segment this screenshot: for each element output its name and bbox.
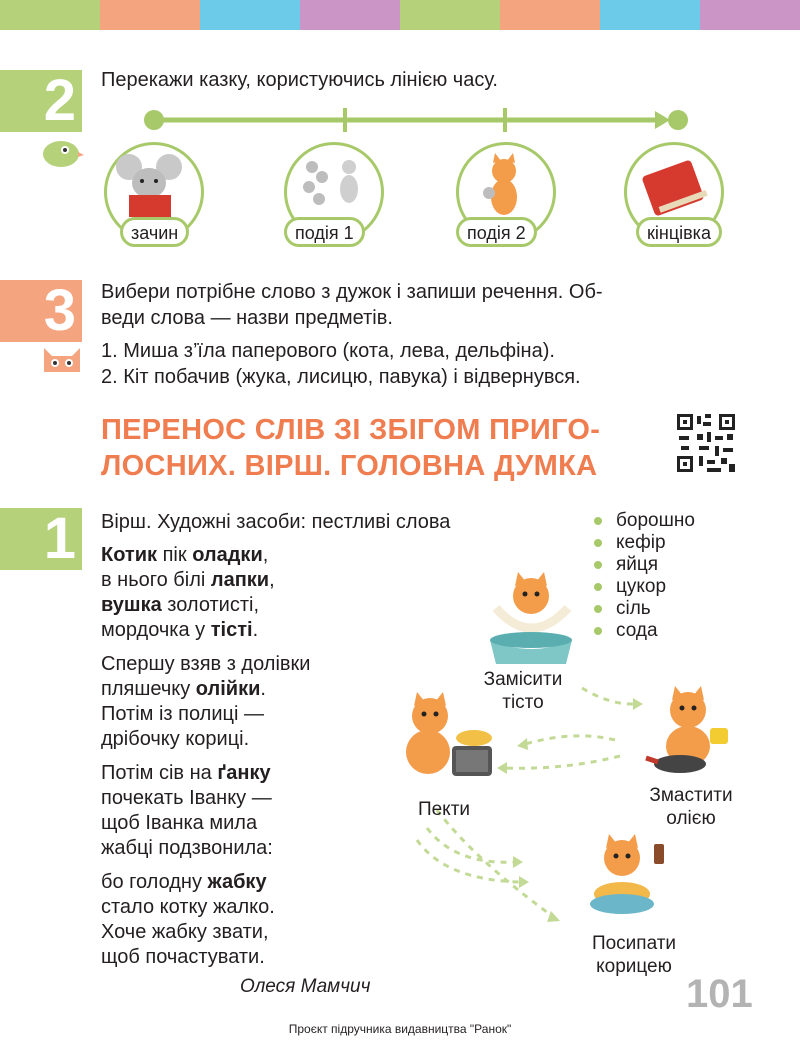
poem-stanza-1: Котик пік оладки, в нього білі лапки, вушка золотисті, мордочка у тісті. <box>101 544 275 641</box>
task3-instruction-line2: веди слова — назви предметів. <box>101 307 393 329</box>
step-sprinkle-cinnamon: Посипати корицею <box>591 933 677 977</box>
ingredients-list <box>590 510 695 642</box>
qr-code-icon[interactable] <box>675 412 737 474</box>
footer-text: Проєкт підручника видавництва "Ранок" <box>288 1022 512 1036</box>
task1-intro: Вірш. Художні засоби: пестливі слова <box>101 511 451 533</box>
step-knead-dough: Замісити тісто <box>483 669 563 713</box>
ingredient-item: борошно <box>590 510 695 532</box>
cat-kneading-dough-icon <box>476 568 586 668</box>
poem-author: Олеся Мамчич <box>240 976 371 997</box>
timeline-label-2: подія 1 <box>284 217 365 247</box>
task-number-2: 2 <box>0 70 82 132</box>
step-grease-oil: Змастити олією <box>649 785 733 829</box>
top-color-strip <box>0 0 800 30</box>
poem-stanza-3: Потім сів на ґанку почекать Іванку — щоб Іванка мила жабці подзвонила: <box>101 762 273 859</box>
ingredient-item: цукор <box>590 576 695 598</box>
task3-item-1: 1. Миша з’їла паперового (кота, лева, дельфіна). <box>101 340 555 362</box>
cat-face-icon <box>40 346 84 374</box>
timeline-label-4: кінцівка <box>636 217 722 247</box>
task-number-1: 1 <box>0 508 82 570</box>
ingredient-item: яйця <box>590 554 695 576</box>
ingredient-item: сіль <box>590 598 695 620</box>
page-number: 101 <box>686 972 753 1016</box>
task3-item-2: 2. Кіт побачив (жука, лисицю, павука) і відвернувся. <box>101 366 581 388</box>
task-number-3: 3 <box>0 280 82 342</box>
section-heading-line1: ПЕРЕНОС СЛІВ ЗІ ЗБІГОМ ПРИГО- <box>101 414 601 446</box>
section-heading-line2: ЛОСНИХ. ВІРШ. ГОЛОВНА ДУМКА <box>101 450 598 482</box>
poem-stanza-4: бо голодну жабку стало котку жалко. Хоче жабку звати, щоб почастувати. <box>101 871 275 968</box>
timeline-label-1: зачин <box>120 217 189 247</box>
poem <box>101 543 391 979</box>
bird-icon <box>38 136 84 168</box>
step-bake: Пекти <box>417 799 471 820</box>
poem-stanza-2: Спершу взяв з долівки пляшечку олійки. Потім із полиці — дрібочку кориці. <box>101 653 311 750</box>
ingredient-item: кефір <box>590 532 695 554</box>
task2-instruction: Перекажи казку, користуючись лінією часу. <box>101 69 498 91</box>
timeline-arrow <box>140 105 700 135</box>
task3-instruction-line1: Вибери потрібне слово з дужок і запиши речення. Об- <box>101 281 603 303</box>
timeline-label-3: подія 2 <box>456 217 537 247</box>
ingredient-item: сода <box>590 620 695 642</box>
